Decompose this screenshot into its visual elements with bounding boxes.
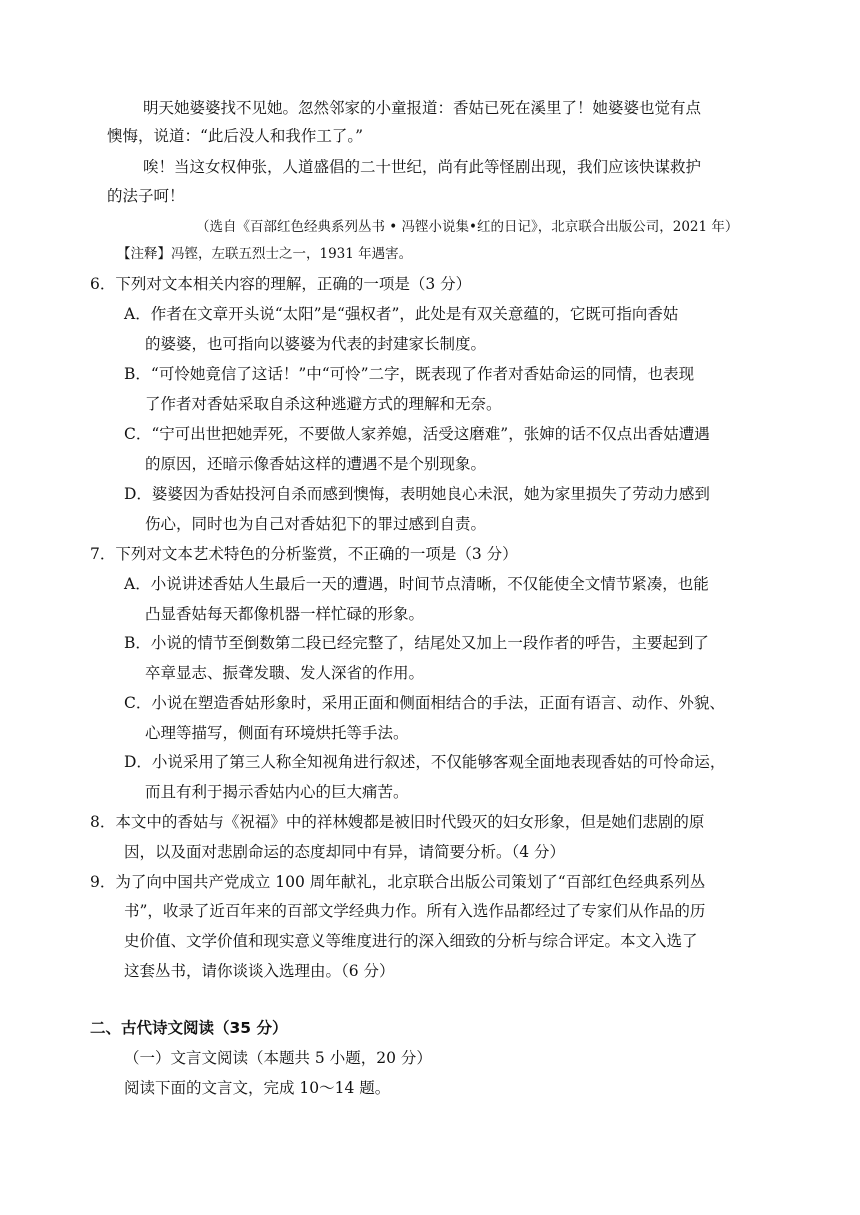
question-7-option-c: C．小说在塑造香姑形象时，采用正面和侧面相结合的手法，正面有语言、动作、外貌、: [124, 694, 725, 712]
passage-paragraph-1-line-1: 明天她婆婆找不见她。忽然邻家的小童报道：香姑已死在溪里了！她婆婆也觉有点: [143, 99, 702, 117]
passage-paragraph-2-line-1: 唉！当这女权伸张，人道盛倡的二十世纪，尚有此等怪剧出现，我们应该快谋救护: [143, 158, 702, 176]
question-6-option-d: D．婆婆因为香姑投河自杀而感到懊悔，表明她良心未泯，她为家里损失了劳动力感到: [124, 485, 710, 503]
section-2-subheading: （一）文言文阅读（本题共 5 小题，20 分）: [124, 1049, 432, 1067]
passage-source: （选自《百部红色经典系列丛书 • 冯铿小说集•红的日记》，北京联合出版公司，2021 年）: [196, 219, 739, 235]
question-6-option-c: C．“宁可出世把她弄死，不要做人家养媳，活受这磨难”，张婶的话不仅点出香姑遭遇: [124, 425, 710, 443]
question-7-option-c-cont: 心理等描写，侧面有环境烘托等手法。: [145, 724, 409, 742]
question-8-line-1: 8．本文中的香姑与《祝福》中的祥林嫂都是被旧时代毁灭的妇女形象，但是她们悲剧的原: [90, 813, 705, 831]
question-6-option-b-cont: 了作者对香姑采取自杀这种逃避方式的理解和无奈。: [145, 395, 502, 413]
question-7-option-d: D．小说采用了第三人称全知视角进行叙述，不仅能够客观全面地表现香姑的可怜命运，: [124, 753, 726, 771]
question-7-option-b: B．小说的情节至倒数第二段已经完整了，结尾处又加上一段作者的呼告，主要起到了: [124, 634, 709, 652]
question-7-option-d-cont: 而且有利于揭示香姑内心的巨大痛苦。: [145, 783, 409, 801]
question-7-stem: 7．下列对文本艺术特色的分析鉴赏，不正确的一项是（3 分）: [90, 545, 518, 563]
question-6-option-c-cont: 的原因，还暗示像香姑这样的遭遇不是个别现象。: [145, 455, 487, 473]
question-7-option-a: A．小说讲述香姑人生最后一天的遭遇，时间节点清晰，不仅能使全文情节紧凑，也能: [124, 575, 709, 593]
question-7-option-b-cont: 卒章显志、振聋发聩、发人深省的作用。: [145, 664, 425, 682]
question-9-line-1: 9．为了向中国共产党成立 100 周年献礼，北京联合出版公司策划了“百部红色经典系列丛: [90, 873, 706, 891]
section-2-heading: 二、古代诗文阅读（35 分）: [90, 1019, 288, 1037]
question-6-option-a-cont: 的婆婆，也可指向以婆婆为代表的封建家长制度。: [145, 335, 487, 353]
question-9-line-3: 史价值、文学价值和现实意义等维度进行的深入细致的分析与综合评定。本文入选了: [124, 932, 698, 950]
question-8-line-2: 因，以及面对悲剧命运的态度却同中有异，请简要分析。（4 分）: [124, 843, 566, 861]
question-6-stem: 6．下列对文本相关内容的理解，正确的一项是（3 分）: [90, 275, 472, 293]
question-6-option-a: A．作者在文章开头说“太阳”是“强权者”，此处是有双关意蕴的，它既可指向香姑: [124, 305, 679, 323]
passage-annotation: 【注释】冯铿，左联五烈士之一，1931 年遇害。: [117, 246, 413, 262]
question-7-option-a-cont: 凸显香姑每天都像机器一样忙碌的形象。: [145, 605, 425, 623]
question-6-option-d-cont: 伤心，同时也为自己对香姑犯下的罪过感到自责。: [145, 515, 487, 533]
question-9-line-2: 书”，收录了近百年来的百部文学经典力作。所有入选作品都经过了专家们从作品的历: [124, 902, 706, 920]
passage-paragraph-2-line-2: 的法子呵！: [107, 187, 185, 205]
question-9-line-4: 这套丛书，请你谈谈入选理由。（6 分）: [124, 962, 395, 980]
section-2-instruction: 阅读下面的文言文，完成 10～14 题。: [124, 1079, 391, 1097]
question-6-option-b: B．“可怜她竟信了这话！”中“可怜”二字，既表现了作者对香姑命运的同情，也表现: [124, 365, 695, 383]
passage-paragraph-1-line-2: 懊悔，说道：“此后没人和我作工了。”: [107, 127, 364, 145]
